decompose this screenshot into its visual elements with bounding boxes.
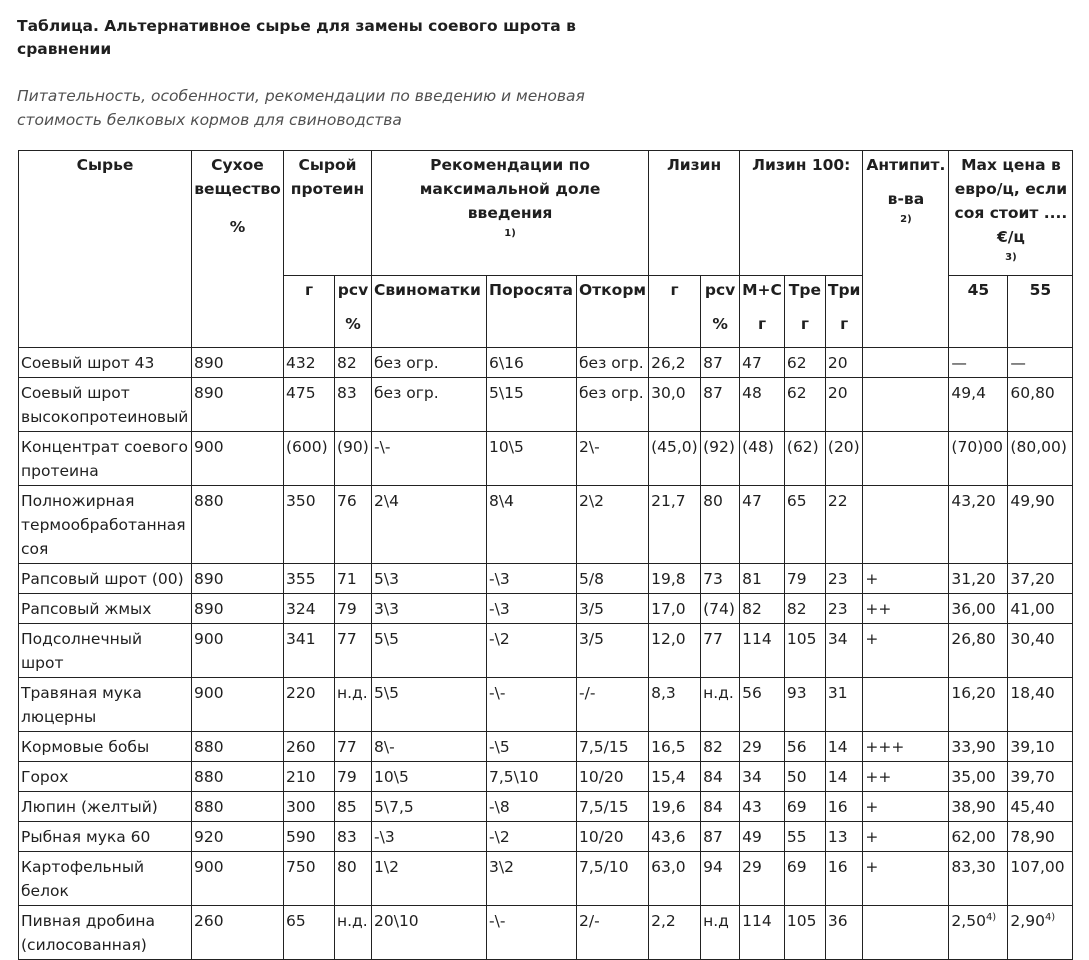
cell-dm: 880: [192, 762, 284, 792]
cell-fat: 2\-: [577, 432, 649, 486]
subheader-sows: Свиноматки: [372, 276, 487, 348]
cell-tre: 55: [784, 822, 825, 852]
cell-dm: 900: [192, 852, 284, 906]
cell-piglets: 5\15: [487, 378, 577, 432]
cell-cp: 750: [284, 852, 335, 906]
subheader-price-45: 45: [949, 276, 1008, 348]
cell-p55: 107,00: [1008, 852, 1073, 906]
subheader-tre: Тре г: [784, 276, 825, 348]
cell-cp: (600): [284, 432, 335, 486]
cell-p45: 36,00: [949, 594, 1008, 624]
cell-dm: 260: [192, 906, 284, 960]
cell-tri: 20: [825, 348, 863, 378]
cell-piglets: -\2: [487, 822, 577, 852]
cell-lys-pcv: 87: [701, 348, 740, 378]
cell-cp: 324: [284, 594, 335, 624]
cell-tri: 31: [825, 678, 863, 732]
cell-mc: 81: [740, 564, 785, 594]
cell-name: Картофельный белок: [19, 852, 192, 906]
cell-tri: 14: [825, 732, 863, 762]
header-lysine: Лизин: [649, 151, 740, 276]
cell-name: Концентрат соевого протеина: [19, 432, 192, 486]
table-title: Таблица. Альтернативное сырье для замены соевого шрота в сравнении: [17, 17, 576, 58]
cell-sows: 3\3: [372, 594, 487, 624]
cell-piglets: -\8: [487, 792, 577, 822]
cell-tre: 62: [784, 348, 825, 378]
cell-p45: (70)00: [949, 432, 1008, 486]
cell-fat: 7,5/15: [577, 732, 649, 762]
cell-p55: —: [1008, 348, 1073, 378]
cell-sows: без огр.: [372, 348, 487, 378]
cell-tre: 93: [784, 678, 825, 732]
cell-name: Соевый шрот высокопротеиновый: [19, 378, 192, 432]
cell-p55: 30,40: [1008, 624, 1073, 678]
cell-sows: 10\5: [372, 762, 487, 792]
cell-p45: 38,90: [949, 792, 1008, 822]
cell-tri: (20): [825, 432, 863, 486]
cell-sows: -\-: [372, 432, 487, 486]
cell-tre: 105: [784, 624, 825, 678]
cell-cp: 355: [284, 564, 335, 594]
cell-tre: 69: [784, 792, 825, 822]
cell-tri: 23: [825, 594, 863, 624]
subheader-piglets: Поросята: [487, 276, 577, 348]
table-row: [19, 792, 1073, 822]
cell-piglets: -\-: [487, 906, 577, 960]
table-row: [19, 822, 1073, 852]
cell-sows: 5\7,5: [372, 792, 487, 822]
table-body: [19, 348, 1073, 960]
cell-cp-pcv: 82: [335, 348, 372, 378]
cell-anti: +: [863, 624, 949, 678]
cell-fat: 5/8: [577, 564, 649, 594]
cell-cp-pcv: 77: [335, 732, 372, 762]
cell-sows: 5\5: [372, 624, 487, 678]
header-max-price: Max цена в евро/ц, если соя стоит .... €/ц $^{3)}$: [949, 151, 1073, 276]
cell-cp: 300: [284, 792, 335, 822]
cell-cp: 220: [284, 678, 335, 732]
cell-lys: 43,6: [649, 822, 701, 852]
cell-p45: —: [949, 348, 1008, 378]
cell-piglets: 3\2: [487, 852, 577, 906]
cell-anti: +: [863, 852, 949, 906]
cell-piglets: -\3: [487, 564, 577, 594]
cell-name: Пивная дробина (силосованная): [19, 906, 192, 960]
cell-cp: 260: [284, 732, 335, 762]
cell-cp: 475: [284, 378, 335, 432]
cell-anti: [863, 348, 949, 378]
cell-cp-pcv: 76: [335, 486, 372, 564]
cell-p55: 37,20: [1008, 564, 1073, 594]
header-crude-protein: Сырой протеин: [284, 151, 372, 276]
cell-cp: 432: [284, 348, 335, 378]
cell-fat: 2\2: [577, 486, 649, 564]
table-row: [19, 378, 1073, 432]
cell-lys: 12,0: [649, 624, 701, 678]
cell-cp: 65: [284, 906, 335, 960]
cell-cp-pcv: н.д.: [335, 906, 372, 960]
cell-mc: 43: [740, 792, 785, 822]
cell-lys-pcv: 84: [701, 792, 740, 822]
cell-dm: 890: [192, 378, 284, 432]
cell-lys: 19,8: [649, 564, 701, 594]
feed-table: [18, 150, 1073, 960]
cell-lys: 21,7: [649, 486, 701, 564]
subheader-mc: М+С г: [740, 276, 785, 348]
cell-p55: 18,40: [1008, 678, 1073, 732]
table-row: [19, 762, 1073, 792]
cell-p55: 39,10: [1008, 732, 1073, 762]
cell-lys: 30,0: [649, 378, 701, 432]
header-antinutrients: Антипит. в-ва $^{2)}$: [863, 151, 949, 348]
cell-mc: 29: [740, 852, 785, 906]
cell-lys: 16,5: [649, 732, 701, 762]
cell-p45: 35,00: [949, 762, 1008, 792]
cell-p55: 49,90: [1008, 486, 1073, 564]
cell-name: Травяная мука люцерны: [19, 678, 192, 732]
cell-name: Соевый шрот 43: [19, 348, 192, 378]
cell-lys: 15,4: [649, 762, 701, 792]
cell-piglets: 10\5: [487, 432, 577, 486]
cell-tri: 13: [825, 822, 863, 852]
cell-dm: 890: [192, 564, 284, 594]
cell-cp-pcv: 80: [335, 852, 372, 906]
cell-p55: 78,90: [1008, 822, 1073, 852]
cell-dm: 880: [192, 732, 284, 762]
cell-mc: 114: [740, 624, 785, 678]
cell-anti: [863, 906, 949, 960]
cell-cp: 210: [284, 762, 335, 792]
cell-dm: 890: [192, 594, 284, 624]
cell-lys-pcv: 94: [701, 852, 740, 906]
header-raw: Сырье: [19, 151, 192, 348]
cell-p55: 60,80: [1008, 378, 1073, 432]
cell-name: Подсолнечный шрот: [19, 624, 192, 678]
header-recommendations: Рекомендации по максимальной доле введения $^{1)}$: [372, 151, 649, 276]
cell-tre: 65: [784, 486, 825, 564]
cell-piglets: -\2: [487, 624, 577, 678]
cell-fat: 2/-: [577, 906, 649, 960]
table-row: [19, 732, 1073, 762]
cell-p45: 33,90: [949, 732, 1008, 762]
cell-fat: 10/20: [577, 822, 649, 852]
cell-anti: ++: [863, 594, 949, 624]
cell-p45: 26,80: [949, 624, 1008, 678]
table-row: [19, 564, 1073, 594]
cell-cp-pcv: 83: [335, 378, 372, 432]
cell-mc: (48): [740, 432, 785, 486]
cell-tre: 69: [784, 852, 825, 906]
cell-p55: 39,70: [1008, 762, 1073, 792]
cell-mc: 47: [740, 348, 785, 378]
cell-piglets: -\3: [487, 594, 577, 624]
cell-mc: 34: [740, 762, 785, 792]
cell-lys: 63,0: [649, 852, 701, 906]
cell-name: Рапсовый шрот (00): [19, 564, 192, 594]
subheader-lys-pcv: pcv %: [701, 276, 740, 348]
cell-tri: 20: [825, 378, 863, 432]
cell-lys-pcv: н.д: [701, 906, 740, 960]
cell-piglets: 6\16: [487, 348, 577, 378]
cell-tri: 34: [825, 624, 863, 678]
cell-mc: 114: [740, 906, 785, 960]
cell-sows: 20\10: [372, 906, 487, 960]
cell-lys: 2,2: [649, 906, 701, 960]
table-row: [19, 906, 1073, 960]
cell-fat: -/-: [577, 678, 649, 732]
cell-p55: 41,00: [1008, 594, 1073, 624]
cell-p55: (80,00): [1008, 432, 1073, 486]
subheader-price-55: 55: [1008, 276, 1073, 348]
cell-cp-pcv: 83: [335, 822, 372, 852]
cell-fat: 7,5/15: [577, 792, 649, 822]
cell-mc: 82: [740, 594, 785, 624]
cell-lys-pcv: 77: [701, 624, 740, 678]
cell-p45: 62,00: [949, 822, 1008, 852]
cell-lys-pcv: 82: [701, 732, 740, 762]
table-subtitle: Питательность, особенности, рекомендации по введению и меновая стоимость белковых кормов для свиноводства: [17, 87, 585, 129]
table-row: [19, 852, 1073, 906]
cell-piglets: -\-: [487, 678, 577, 732]
cell-tre: 79: [784, 564, 825, 594]
cell-cp-pcv: 77: [335, 624, 372, 678]
cell-tre: (62): [784, 432, 825, 486]
cell-fat: 10/20: [577, 762, 649, 792]
cell-name: Полножирная термообработанная соя: [19, 486, 192, 564]
cell-lys: 26,2: [649, 348, 701, 378]
cell-dm: 920: [192, 822, 284, 852]
cell-dm: 900: [192, 432, 284, 486]
cell-tre: 82: [784, 594, 825, 624]
cell-tri: 36: [825, 906, 863, 960]
cell-p45: 49,4: [949, 378, 1008, 432]
table-row: [19, 348, 1073, 378]
cell-lys-pcv: (74): [701, 594, 740, 624]
cell-tri: 23: [825, 564, 863, 594]
cell-fat: 7,5/10: [577, 852, 649, 906]
cell-anti: [863, 432, 949, 486]
cell-fat: без огр.: [577, 378, 649, 432]
cell-name: Рапсовый жмых: [19, 594, 192, 624]
cell-anti: ++: [863, 762, 949, 792]
cell-p45: 31,20: [949, 564, 1008, 594]
cell-sows: 8\-: [372, 732, 487, 762]
cell-tri: 14: [825, 762, 863, 792]
cell-tre: 105: [784, 906, 825, 960]
cell-sows: -\3: [372, 822, 487, 852]
cell-piglets: -\5: [487, 732, 577, 762]
cell-anti: +: [863, 792, 949, 822]
cell-name: Кормовые бобы: [19, 732, 192, 762]
table-row: [19, 678, 1073, 732]
cell-sows: без огр.: [372, 378, 487, 432]
cell-mc: 49: [740, 822, 785, 852]
cell-cp-pcv: н.д.: [335, 678, 372, 732]
cell-tri: 22: [825, 486, 863, 564]
cell-mc: 47: [740, 486, 785, 564]
cell-sows: 1\2: [372, 852, 487, 906]
cell-anti: [863, 486, 949, 564]
subheader-lys-g: г: [649, 276, 701, 348]
cell-mc: 56: [740, 678, 785, 732]
cell-p45: 2,50$^{4)}$: [949, 906, 1008, 960]
cell-dm: 880: [192, 792, 284, 822]
cell-tri: 16: [825, 792, 863, 822]
cell-lys: 19,6: [649, 792, 701, 822]
cell-dm: 900: [192, 678, 284, 732]
cell-tre: 62: [784, 378, 825, 432]
cell-fat: без огр.: [577, 348, 649, 378]
cell-dm: 890: [192, 348, 284, 378]
cell-dm: 880: [192, 486, 284, 564]
cell-cp-pcv: 79: [335, 594, 372, 624]
cell-cp-pcv: 85: [335, 792, 372, 822]
cell-anti: +: [863, 564, 949, 594]
cell-anti: [863, 378, 949, 432]
cell-fat: 3/5: [577, 624, 649, 678]
table-row: [19, 486, 1073, 564]
cell-lys: 17,0: [649, 594, 701, 624]
cell-name: Рыбная мука 60: [19, 822, 192, 852]
table-row: [19, 432, 1073, 486]
cell-fat: 3/5: [577, 594, 649, 624]
cell-lys-pcv: 80: [701, 486, 740, 564]
cell-sows: 5\3: [372, 564, 487, 594]
cell-lys-pcv: 84: [701, 762, 740, 792]
header-dry-matter: Сухое вещество %: [192, 151, 284, 348]
cell-cp-pcv: 71: [335, 564, 372, 594]
cell-piglets: 8\4: [487, 486, 577, 564]
cell-lys-pcv: (92): [701, 432, 740, 486]
table-row: [19, 624, 1073, 678]
cell-lys-pcv: 87: [701, 378, 740, 432]
cell-piglets: 7,5\10: [487, 762, 577, 792]
cell-lys: (45,0): [649, 432, 701, 486]
cell-cp-pcv: (90): [335, 432, 372, 486]
subheader-fattening: Откорм: [577, 276, 649, 348]
cell-lys-pcv: 87: [701, 822, 740, 852]
cell-p55: 2,90$^{4)}$: [1008, 906, 1073, 960]
cell-mc: 48: [740, 378, 785, 432]
subheader-cp-pcv: pcv %: [335, 276, 372, 348]
cell-dm: 900: [192, 624, 284, 678]
cell-p55: 45,40: [1008, 792, 1073, 822]
cell-sows: 5\5: [372, 678, 487, 732]
cell-cp-pcv: 79: [335, 762, 372, 792]
cell-sows: 2\4: [372, 486, 487, 564]
cell-cp: 590: [284, 822, 335, 852]
header-lysine-100: Лизин 100:: [740, 151, 863, 276]
cell-p45: 83,30: [949, 852, 1008, 906]
cell-p45: 43,20: [949, 486, 1008, 564]
cell-mc: 29: [740, 732, 785, 762]
cell-tre: 50: [784, 762, 825, 792]
cell-name: Горох: [19, 762, 192, 792]
table-row: [19, 594, 1073, 624]
cell-anti: +++: [863, 732, 949, 762]
cell-lys-pcv: 73: [701, 564, 740, 594]
cell-cp: 350: [284, 486, 335, 564]
cell-tre: 56: [784, 732, 825, 762]
cell-anti: [863, 678, 949, 732]
cell-cp: 341: [284, 624, 335, 678]
cell-name: Люпин (желтый): [19, 792, 192, 822]
cell-lys: 8,3: [649, 678, 701, 732]
cell-tri: 16: [825, 852, 863, 906]
cell-lys-pcv: н.д.: [701, 678, 740, 732]
subheader-cp-g: г: [284, 276, 335, 348]
subheader-tri: Три г: [825, 276, 863, 348]
cell-anti: +: [863, 822, 949, 852]
cell-p45: 16,20: [949, 678, 1008, 732]
